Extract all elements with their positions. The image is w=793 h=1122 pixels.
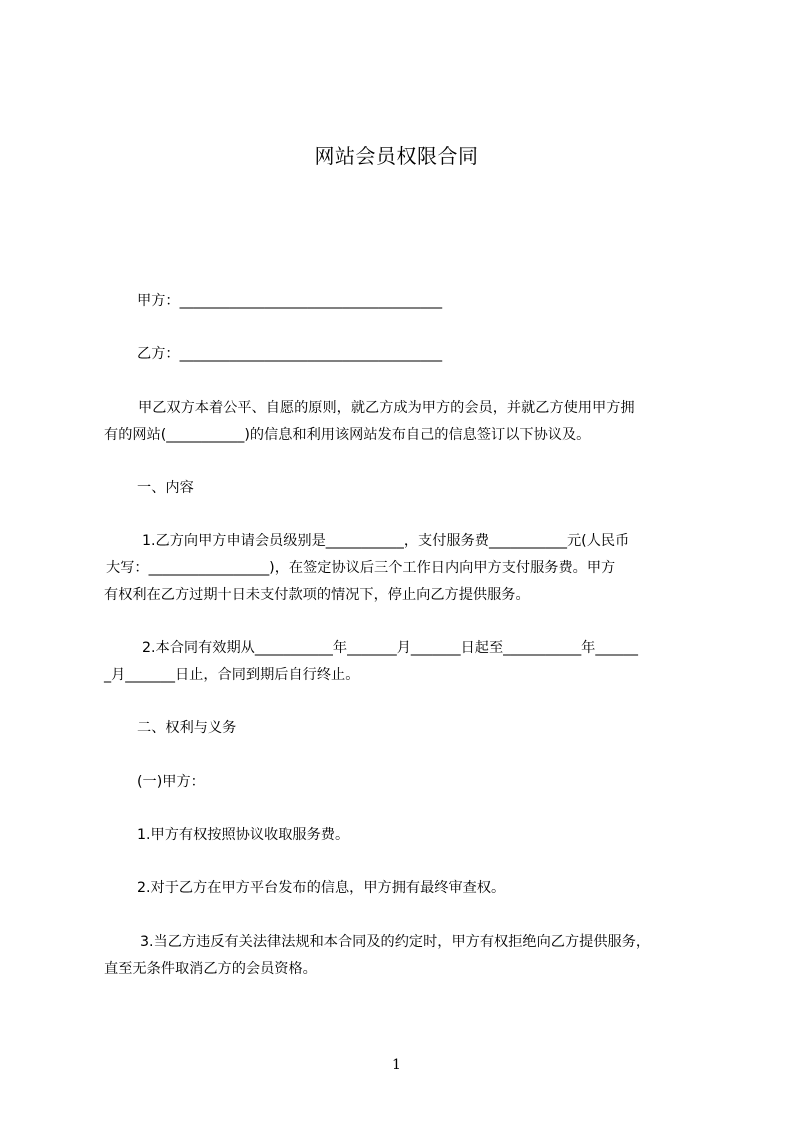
party-b-line: 乙方：_____________________________________ [137, 346, 443, 362]
page-number: 1 [392, 1057, 401, 1073]
section-2-item-3-line-2: 直至无条件取消乙方的会员资格。 [104, 961, 317, 977]
section-1-heading: 一、内容 [137, 480, 194, 496]
section-2-item-1: 1.甲方有权按照协议收取服务费。 [137, 827, 350, 843]
section-1-item-1-line-3: 有权利在乙方过期十日未支付款项的情况下，停止向乙方提供服务。 [104, 587, 530, 603]
section-1-item-2-line-2: _月_______日止，合同到期后自行终止。 [104, 667, 360, 683]
party-a-line: 甲方：_____________________________________ [137, 293, 443, 309]
section-2-sub-heading-party-a: (一)甲方： [137, 774, 205, 790]
section-1-item-1-line-2: 大写：_________________)，在签定协议后三个工作日内向甲方支付服务费。甲方 [106, 560, 616, 576]
section-2-item-3-line-1: 3.当乙方违反有关法律法规和本合同及的约定时，甲方有权拒绝向乙方提供服务， [140, 934, 651, 950]
document-title: 网站会员权限合同 [314, 144, 479, 168]
intro-line-2: 有的网站(___________)的信息和利用该网站发布自己的信息签订以下协议及。 [104, 427, 591, 443]
intro-line-1: 甲乙双方本着公平、自愿的原则，就乙方成为甲方的会员，并就乙方使用甲方拥 [138, 400, 635, 416]
section-2-item-2: 2.对于乙方在甲方平台发布的信息，甲方拥有最终审查权。 [137, 880, 506, 896]
section-1-item-1-line-1: 1.乙方向甲方申请会员级别是___________，支付服务费___________元(人民币 [142, 533, 630, 549]
section-2-heading: 二、权利与义务 [137, 720, 237, 736]
section-1-item-2-line-1: 2.本合同有效期从___________年_______月_______日起至___________年______ [142, 640, 638, 656]
